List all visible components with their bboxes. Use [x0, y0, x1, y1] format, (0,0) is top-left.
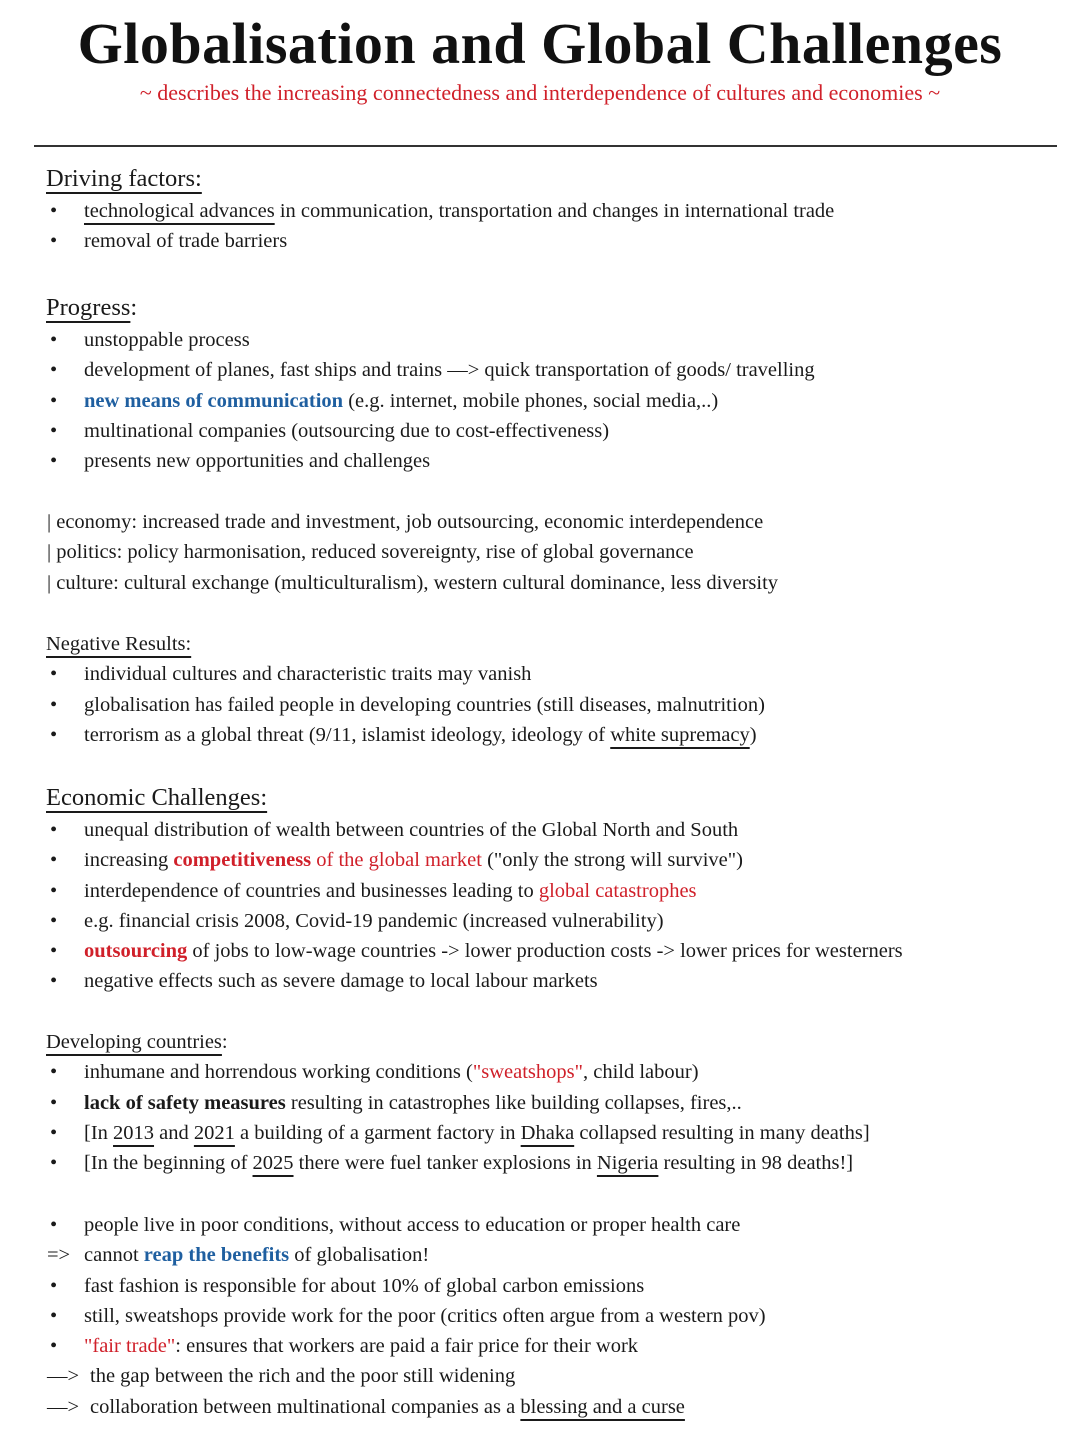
item-text — [84, 1301, 766, 1331]
item-text — [84, 876, 697, 906]
bullet-icon: • — [50, 819, 58, 841]
list-item — [0, 1301, 1080, 1331]
highlighted-text: 2025 — [252, 1152, 294, 1175]
heading-text: Developing countries — [46, 1031, 222, 1053]
list-item — [0, 1392, 1080, 1422]
divider — [34, 145, 1057, 147]
highlighted-text: "sweatshops" — [472, 1061, 583, 1084]
text-segment: cannot — [84, 1244, 144, 1267]
text-segment: and — [154, 1121, 194, 1144]
text-segment: | economy: increased trade and investment, job outsourcing, economic interdependence — [47, 511, 764, 533]
list-item — [0, 325, 1080, 355]
highlighted-text: global catastrophes — [538, 879, 697, 902]
item-text — [84, 906, 664, 936]
bullet-icon: • — [50, 693, 58, 716]
list-item — [0, 196, 1080, 226]
bullet-icon: • — [50, 1335, 58, 1358]
item-text — [84, 659, 531, 689]
heading-text: : — [130, 294, 138, 321]
list-item — [0, 906, 1080, 936]
item-text — [84, 1240, 429, 1270]
item-text — [47, 507, 763, 537]
item-text — [47, 568, 778, 598]
bullet-icon: • — [50, 200, 58, 222]
item-text — [84, 1118, 870, 1148]
list-item — [0, 845, 1080, 875]
bullet-icon: • — [50, 663, 58, 686]
list-item — [0, 355, 1080, 385]
text-segment: globalisation has failed people in developing countries (still diseases, malnutrition) — [84, 693, 765, 716]
heading-text: Economic Challenges: — [46, 784, 268, 811]
bullet-icon: • — [50, 909, 58, 932]
bullet-icon: • — [50, 1121, 58, 1144]
list-item — [0, 537, 1080, 567]
item-text — [47, 537, 694, 567]
highlighted-text: Dhaka — [520, 1121, 575, 1144]
highlighted-text: of the global market — [311, 849, 482, 872]
text-segment: in communication, transportation and changes in international trade — [274, 200, 835, 222]
section-heading — [46, 162, 1080, 196]
bullet-icon: • — [50, 1152, 58, 1175]
text-segment: multinational companies (outsourcing due to cost-effectiveness) — [84, 419, 610, 442]
item-text — [84, 416, 609, 446]
text-segment: the gap between the rich and the poor still widening — [90, 1365, 516, 1388]
item-text — [84, 446, 430, 476]
item-text — [84, 196, 834, 226]
text-segment: of jobs to low-wage countries -> lower production costs -> lower prices for westerners — [187, 940, 903, 963]
text-segment: inhumane and horrendous working conditions ( — [84, 1061, 473, 1084]
section — [0, 507, 1080, 598]
text-segment: resulting in catastrophes like building collapses, fires,.. — [285, 1091, 742, 1114]
bullet-icon: • — [50, 230, 58, 253]
text-segment: (e.g. internet, mobile phones, social media,..) — [343, 389, 719, 412]
item-text — [84, 1088, 742, 1118]
text-segment: : ensures that workers are paid a fair price for their work — [175, 1335, 639, 1358]
item-text — [84, 325, 250, 355]
item-text — [84, 1271, 644, 1301]
list-item — [0, 1118, 1080, 1148]
text-segment: [In — [84, 1121, 114, 1144]
text-segment: [In the beginning of — [84, 1152, 253, 1175]
highlighted-text: technological advances — [84, 200, 275, 222]
arrow-icon: —> — [47, 1365, 80, 1388]
text-segment: | culture: cultural exchange (multiculturalism), western cultural dominance, less diversity — [47, 571, 779, 594]
item-text — [84, 1210, 740, 1240]
highlighted-text: competitiveness — [173, 849, 312, 872]
bullet-icon: • — [50, 1214, 58, 1236]
arrow-icon: => — [47, 1244, 71, 1267]
text-segment: removal of trade barriers — [84, 230, 288, 253]
text-segment: development of planes, fast ships and trains —> quick transportation of goods/ travelling — [84, 359, 815, 382]
bullet-icon: • — [50, 359, 58, 382]
text-segment: of globalisation! — [289, 1244, 430, 1267]
arrow-icon: —> — [47, 1395, 80, 1418]
page-subtitle: ~ describes the increasing connectedness and interdependence of cultures and economies ~ — [139, 80, 941, 105]
text-segment: collapsed resulting in many deaths] — [574, 1121, 870, 1144]
item-text — [84, 386, 718, 416]
highlighted-text: new means of communication — [84, 389, 344, 412]
list-item — [0, 966, 1080, 996]
list-item — [0, 815, 1080, 845]
section-heading — [46, 1027, 1080, 1057]
text-segment: fast fashion is responsible for about 10% of global carbon emissions — [84, 1274, 645, 1297]
bullet-icon: • — [50, 450, 58, 473]
bullet-icon: • — [50, 419, 58, 442]
text-segment: people live in poor conditions, without access to education or proper health care — [84, 1214, 741, 1236]
text-segment: still, sweatshops provide work for the poor (critics often argue from a western pov) — [84, 1304, 766, 1327]
item-text — [84, 936, 903, 966]
section — [0, 629, 1080, 750]
list-item — [0, 1148, 1080, 1178]
heading-text: : — [221, 1031, 228, 1053]
text-segment: interdependence of countries and businesses leading to — [84, 879, 539, 902]
item-text — [84, 720, 757, 750]
section-heading — [46, 291, 1080, 325]
item-text — [84, 1057, 699, 1087]
list-item — [0, 568, 1080, 598]
text-segment: terrorism as a global threat (9/11, islamist ideology, ideology of — [84, 723, 611, 746]
bullet-icon: • — [50, 1304, 58, 1327]
section-heading — [46, 781, 1080, 815]
text-segment: increasing — [84, 849, 174, 872]
list-item — [0, 1271, 1080, 1301]
list-item — [0, 876, 1080, 906]
section — [0, 1027, 1080, 1178]
highlighted-text: 2021 — [193, 1121, 235, 1144]
highlighted-text: 2013 — [113, 1121, 155, 1144]
text-segment: , child labour) — [582, 1061, 699, 1084]
text-segment: negative effects such as severe damage to local labour markets — [84, 970, 598, 993]
highlighted-text: outsourcing — [84, 940, 188, 963]
bullet-icon: • — [50, 1274, 58, 1297]
section — [0, 162, 1080, 257]
highlighted-text: lack of safety measures — [84, 1091, 286, 1114]
bullet-icon: • — [50, 970, 58, 993]
list-item — [0, 1057, 1080, 1087]
list-item — [0, 226, 1080, 256]
text-segment: e.g. financial crisis 2008, Covid-19 pandemic (increased vulnerability) — [84, 909, 664, 932]
text-segment: unstoppable process — [84, 329, 250, 351]
section — [0, 291, 1080, 476]
item-text — [84, 815, 738, 845]
list-item — [0, 1088, 1080, 1118]
list-item — [0, 416, 1080, 446]
list-item — [0, 1210, 1080, 1240]
section — [0, 1210, 1080, 1422]
bullet-icon: • — [50, 389, 58, 412]
item-text — [90, 1392, 685, 1422]
highlighted-text: blessing and a curse — [520, 1395, 685, 1418]
list-item — [0, 936, 1080, 966]
text-segment: unequal distribution of wealth between countries of the Global North and South — [84, 819, 739, 841]
text-segment: ("only the strong will survive") — [481, 849, 743, 872]
list-item — [0, 507, 1080, 537]
item-text — [84, 845, 743, 875]
text-segment: a building of a garment factory in — [234, 1121, 521, 1144]
heading-text: Negative Results: — [46, 633, 192, 655]
bullet-icon: • — [50, 849, 58, 872]
list-item — [0, 386, 1080, 416]
page-title: Globalisation and Global Challenges — [77, 11, 1003, 76]
text-segment: collaboration between multinational companies as a — [90, 1395, 521, 1418]
bullet-icon: • — [50, 940, 58, 963]
highlighted-text: reap the benefits — [143, 1244, 290, 1267]
text-segment: there were fuel tanker explosions in — [293, 1152, 597, 1175]
item-text — [84, 690, 765, 720]
item-text — [84, 1331, 638, 1361]
text-segment: ) — [749, 723, 757, 746]
highlighted-text: white supremacy — [610, 723, 750, 746]
bullet-icon: • — [50, 329, 58, 351]
item-text — [90, 1361, 515, 1391]
highlighted-text: Nigeria — [596, 1152, 659, 1175]
list-item — [0, 690, 1080, 720]
list-item — [0, 446, 1080, 476]
section-heading — [46, 629, 1080, 659]
bullet-icon: • — [50, 723, 58, 746]
highlighted-text: "fair trade" — [84, 1335, 176, 1358]
list-item — [0, 720, 1080, 750]
item-text — [84, 966, 598, 996]
list-item — [0, 1361, 1080, 1391]
text-segment: | politics: policy harmonisation, reduced sovereignty, rise of global governance — [47, 541, 694, 564]
text-segment: resulting in 98 deaths!] — [658, 1152, 854, 1175]
list-item — [0, 1331, 1080, 1361]
list-item — [0, 1240, 1080, 1270]
text-segment: presents new opportunities and challenges — [84, 450, 431, 473]
text-segment: individual cultures and characteristic traits may vanish — [84, 663, 532, 686]
bullet-icon: • — [50, 879, 58, 902]
heading-text: Progress — [46, 294, 131, 321]
bullet-icon: • — [50, 1061, 58, 1084]
bullet-icon: • — [50, 1091, 58, 1114]
heading-text: Driving factors: — [46, 165, 202, 192]
item-text — [84, 1148, 853, 1178]
section — [0, 781, 1080, 997]
item-text — [84, 355, 815, 385]
item-text — [84, 226, 287, 256]
list-item — [0, 659, 1080, 689]
